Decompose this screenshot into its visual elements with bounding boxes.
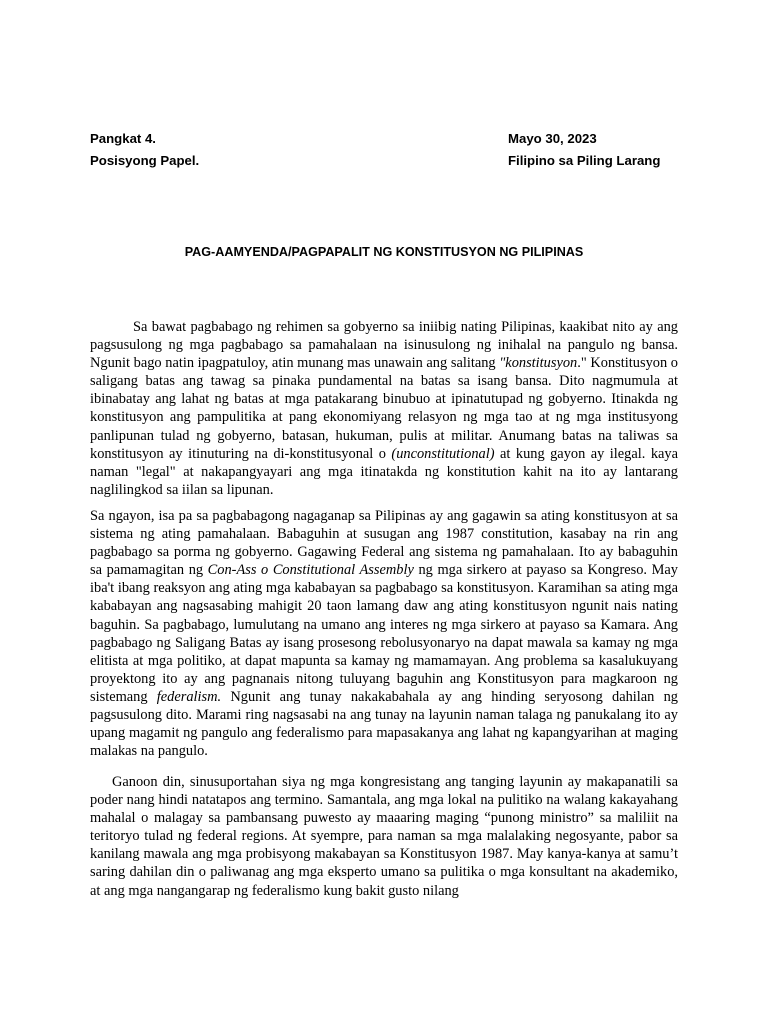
group-label: Pangkat 4. — [90, 131, 156, 146]
p1-text-b: ." Konstitusyon o saligang batas ang tawag sa pinaka pundamental na batas sa isang bansa. Dito nagmumula at ibinabatay ang lahat ng batas at mga patakarang binubuo at ipinatutupad ng gobyerno. Itinakda ng konstitusyon ang pampulitika at pang ekonomiyang relasyon ng mga tao at ng mga institusyong panlipunan tulad ng gobyerno, batasan, hukuman, pulis at militar. Anumang batas na taliwas sa konstitusyon ay itinuturing na di-konstitusyonal o — [90, 355, 678, 462]
p1-text-c: at kung gayon ay ilegal. kaya naman "legal" at nakapangyayari ang mga itinatakda ng konstitution kahit na ito ay lantarang naglilingkod sa iilan sa lipunan. — [90, 445, 678, 498]
paragraph-3 — [90, 773, 678, 900]
subject-label: Filipino sa Piling Larang — [508, 153, 661, 168]
paragraph-1 — [90, 318, 678, 499]
header-left — [90, 128, 199, 172]
p2-term-federalism: federalism. — [156, 688, 222, 705]
doc-type-label: Posisyong Papel. — [90, 153, 200, 168]
paragraph-2 — [90, 507, 678, 760]
p1-term-unconstitutional: (unconstitutional) — [391, 445, 495, 462]
p2-text-b: ng mga sirkero at payaso sa Kongreso. May iba't ibang reaksyon ang ating mga kababayan sa pagbabago sa konstitusyon. Karamihan sa ating mga kababayan ang nagsasabing mahigit 20 taon lamang daw ang ating konstitusyon ngunit nais nating baguhin. Sa pagbabago, lumulutang na umano ang interes ng mga sirkero at payaso sa Kamara. Ang pagbabago ng Saligang Batas ay isang prosesong rebolusyonaryo na dapat mawala sa kamay ng mga elitista at mga politiko, at dapat mapunta sa kamay ng mamamayan. Ang problema sa kasalukuyang proyektong ito ay ang pagnanais nitong tuluyang baguhin ang Konstitusyon para magkaroon ng sistemang — [90, 562, 678, 705]
p2-term-conass: Con-Ass o Constitutional Assembly — [207, 562, 414, 579]
header-right — [508, 128, 660, 172]
p3-text: Ganoon din, sinusuportahan siya ng mga kongresistang ang tanging layunin ay makapanatili sa poder nang hindi natatapos ang termino. Samantala, ang mga lokal na pulitiko na walang kakayahang mahalal o malagay sa pambansang puwesto ay maaaring maging “punong ministro” sa maliliit na teritoryo tulad ng federal regions. At syempre, para naman sa mga malalaking negosyante, pabor sa kanilang mawala ang mga probisyong makabayan sa Konstitusyon 1987. May kanya-kanya at samu’t saring dahilan din o paliwanag ang mga eksperto umano sa pulitika o mga konsultant na akademiko, at ang mga nangangarap ng federalismo kung bakit gusto nilang — [90, 774, 678, 899]
p2-text-a: Sa ngayon, isa pa sa pagbabagong nagaganap sa Pilipinas ay ang gagawin sa ating konstitusyon at sa sistema ng ating pamahalaan. Babaguhin at susugan ang 1987 constitution, kasabay na rin ang pagbabago sa porma ng gobyerno. Gagawing Federal ang sistema ng pamahalaan. Ito ay babaguhin sa pamamagitan ng — [90, 508, 678, 579]
p1-text-a: Sa bawat pagbabago ng rehimen sa gobyerno sa iniibig nating Pilipinas, kaakibat nito ay ang pagsusulong ng mga pagbabago sa pamahalaan na isinusulong ng inihalal na pangulo ng bansa. Ngunit bago natin ipagpatuloy, atin munang mas unawain ang salitang — [90, 319, 678, 372]
document-title: PAG-AAMYENDA/PAGPAPALIT NG KONSTITUSYON NG PILIPINAS — [184, 245, 584, 259]
p1-term-konstitusyon: "konstitusyon — [499, 355, 578, 372]
date-label: Mayo 30, 2023 — [508, 131, 597, 146]
p2-text-c: Ngunit ang tunay nakakabahala ay ang hinding seryosong dahilan ng pagsusulong dito. Marami ring nagsasabi na ang tunay na layunin naman talaga ng panukalang ito ay upang magamit ng pangulo ang federalismo para mapasakanya ang lahat ng kapangyarihan at maging malakas na pangulo. — [90, 688, 678, 760]
